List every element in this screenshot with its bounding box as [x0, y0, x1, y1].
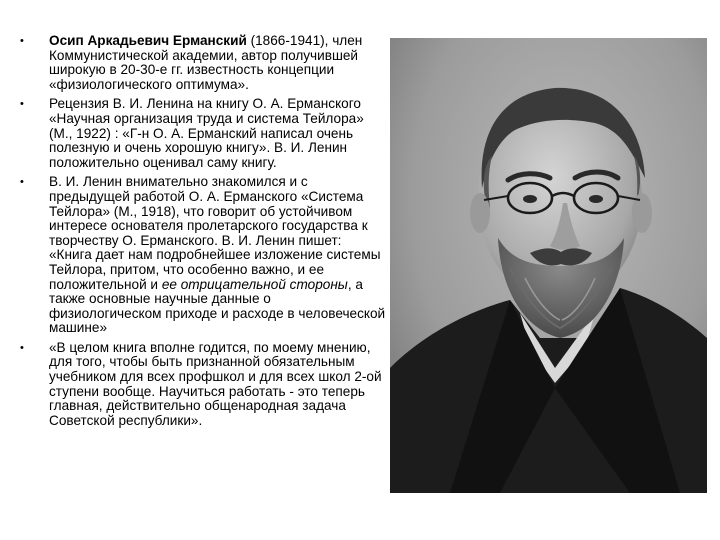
bullet-list [20, 34, 386, 428]
bullet-item-4 [20, 341, 386, 429]
italic-quote: ее отрицательной стороны [161, 276, 348, 292]
bullet-item-3 [20, 175, 386, 336]
portrait-illustration [390, 38, 707, 493]
bullet-text: В. И. Ленин внимательно знакомился и с предыдущей работой О. А. Ерманского «Система Тейлора» (М., 1918), что говорит об устойчивом интересе основателя пролетарского государства к творчеству О. Ерманского. В. И. Ленин пишет: «Книга дает нам подробнейшее изложение системы Тейлора, притом, что особенно важно, и ее положительной и [49, 174, 381, 292]
bullet-text: «В целом книга вполне годится, по моему мнению, для того, чтобы быть признанной обязательным учебником для всех профшкол и для всех школ 2-ой ступени вообще. Научиться работать - это теперь главная, действительно общенародная задача Советской республики». [49, 339, 382, 428]
bullet-dot: • [20, 341, 24, 354]
portrait-photo [390, 38, 707, 493]
text-column [20, 34, 386, 433]
bullet-dot: • [20, 98, 24, 111]
bullet-dot: • [20, 35, 24, 47]
bullet-item-2 [20, 97, 386, 170]
bullet-dot: • [20, 176, 24, 189]
bullet-item-1 [20, 34, 386, 92]
bullet-text-end: , а также основные научные данные о физиологическом приходе и расходе в человеческой машине» [49, 276, 386, 336]
bullet-text: (1866-1941), член Коммунистической академии, автор получившей широкую в 20-30-е гг. известность концепции «физиологического оптимума». [49, 33, 363, 92]
person-name: Осип Аркадьевич Ерманский [49, 33, 247, 48]
bullet-text: Рецензия В. И. Ленина на книгу О. А. Ерманского «Научная организация труда и система Тейлора» (М., 1922) : «Г-н О. А. Ерманский написал очень полезную и очень хорошую книгу». В. И. Ленин положительно оценивал саму книгу. [49, 96, 364, 170]
